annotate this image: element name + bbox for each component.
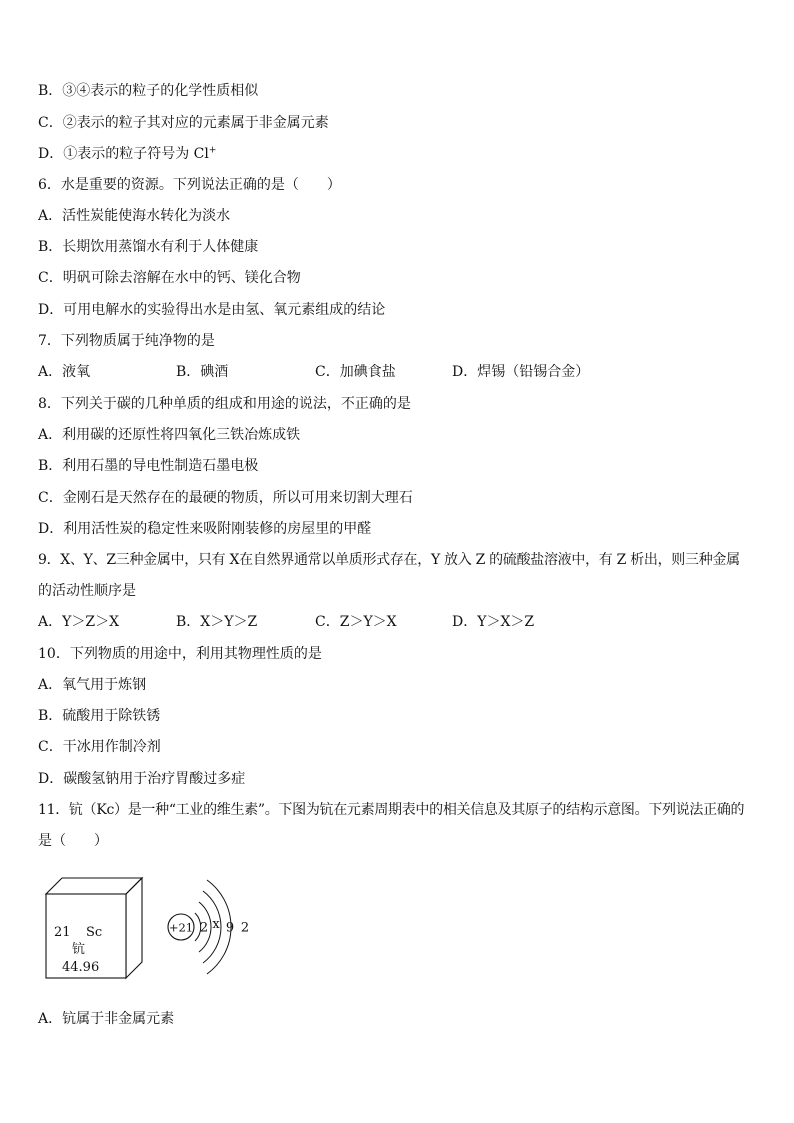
q11-stem-line2: 是（ ） (38, 833, 108, 849)
q10-option-c: C．干冰用作制冷剂 (38, 739, 161, 755)
q10-stem: 10．下列物质的用途中，利用其物理性质的是 (38, 646, 322, 662)
q7-option-c: C．加碘食盐 (315, 364, 396, 380)
element-cell (46, 878, 142, 978)
q9-option-d: D．Y＞X＞Z (452, 614, 535, 630)
q7-option-d: D．焊锡（铅锡合金） (452, 364, 590, 380)
shell-3-electrons: 9 (225, 920, 235, 936)
q8-option-c: C．金刚石是天然存在的最硬的物质，所以可用来切割大理石 (38, 490, 413, 506)
q10-option-d: D．碳酸氢钠用于治疗胃酸过多症 (38, 771, 246, 787)
q8-option-a: A．利用碳的还原性将四氧化三铁冶炼成铁 (38, 427, 301, 443)
scandium-figure (40, 870, 260, 985)
q9-option-a: A．Y＞Z＞X (38, 614, 120, 630)
q6-option-b: B．长期饮用蒸馏水有利于人体健康 (38, 239, 259, 255)
q8-option-d: D．利用活性炭的稳定性来吸附刚装修的房屋里的甲醛 (38, 521, 372, 537)
q6-option-d: D．可用电解水的实验得出水是由氢、氧元素组成的结论 (38, 302, 386, 318)
shell-2-electrons: x (212, 917, 220, 932)
atomic-number: 21 (54, 925, 71, 940)
q6-stem: 6．水是重要的资源。下列说法正确的是（ ） (38, 177, 341, 193)
q10-option-a: A．氧气用于炼钢 (38, 677, 147, 693)
q5-option-c: C．②表示的粒子其对应的元素属于非金属元素 (38, 115, 329, 131)
q11-option-a: A．钪属于非金属元素 (38, 1011, 175, 1027)
q7-option-b: B．碘酒 (176, 364, 229, 380)
q9-option-b: B．X＞Y＞Z (176, 614, 258, 630)
q5-option-d-text: D．①表示的粒子符号为 Cl (38, 146, 209, 162)
q5-option-d (38, 145, 216, 163)
q8-stem: 8．下列关于碳的几种单质的组成和用途的说法，不正确的是 (38, 396, 411, 412)
q6-option-c: C．明矾可除去溶解在水中的钙、镁化合物 (38, 270, 301, 286)
shell-1-electrons: 2 (199, 920, 209, 936)
q11-stem-line1: 11．钪（Kc）是一种“工业的维生素”。下图为钪在元素周期表中的相关信息及其原子的结构示意图。下列说法正确的 (38, 802, 745, 818)
q7-stem: 7．下列物质属于纯净物的是 (38, 333, 215, 349)
element-name: 钪 (72, 942, 86, 957)
atomic-structure-diagram (168, 880, 249, 974)
q8-option-b: B．利用石墨的导电性制造石墨电极 (38, 458, 259, 474)
q6-option-a: A．活性炭能使海水转化为淡水 (38, 208, 231, 224)
nuclear-charge: +21 (168, 920, 194, 935)
q9-stem-line2: 的活动性顺序是 (38, 583, 136, 599)
atomic-mass: 44.96 (62, 960, 100, 975)
q9-stem-line1: 9．X、Y、Z三种金属中，只有 X在自然界通常以单质形式存在，Y 放入 Z 的硫酸盐溶液中，有 Z 析出，则三种金属 (38, 552, 740, 568)
q9-option-c: C．Z＞Y＞X (315, 614, 397, 630)
charge-superscript: + (208, 145, 217, 156)
q5-option-b: B．③④表示的粒子的化学性质相似 (38, 83, 259, 99)
shell-4-electrons: 2 (240, 920, 250, 936)
q10-option-b: B．硫酸用于除铁锈 (38, 708, 161, 724)
element-symbol: Sc (86, 925, 103, 940)
q7-option-a: A．液氧 (38, 364, 91, 380)
